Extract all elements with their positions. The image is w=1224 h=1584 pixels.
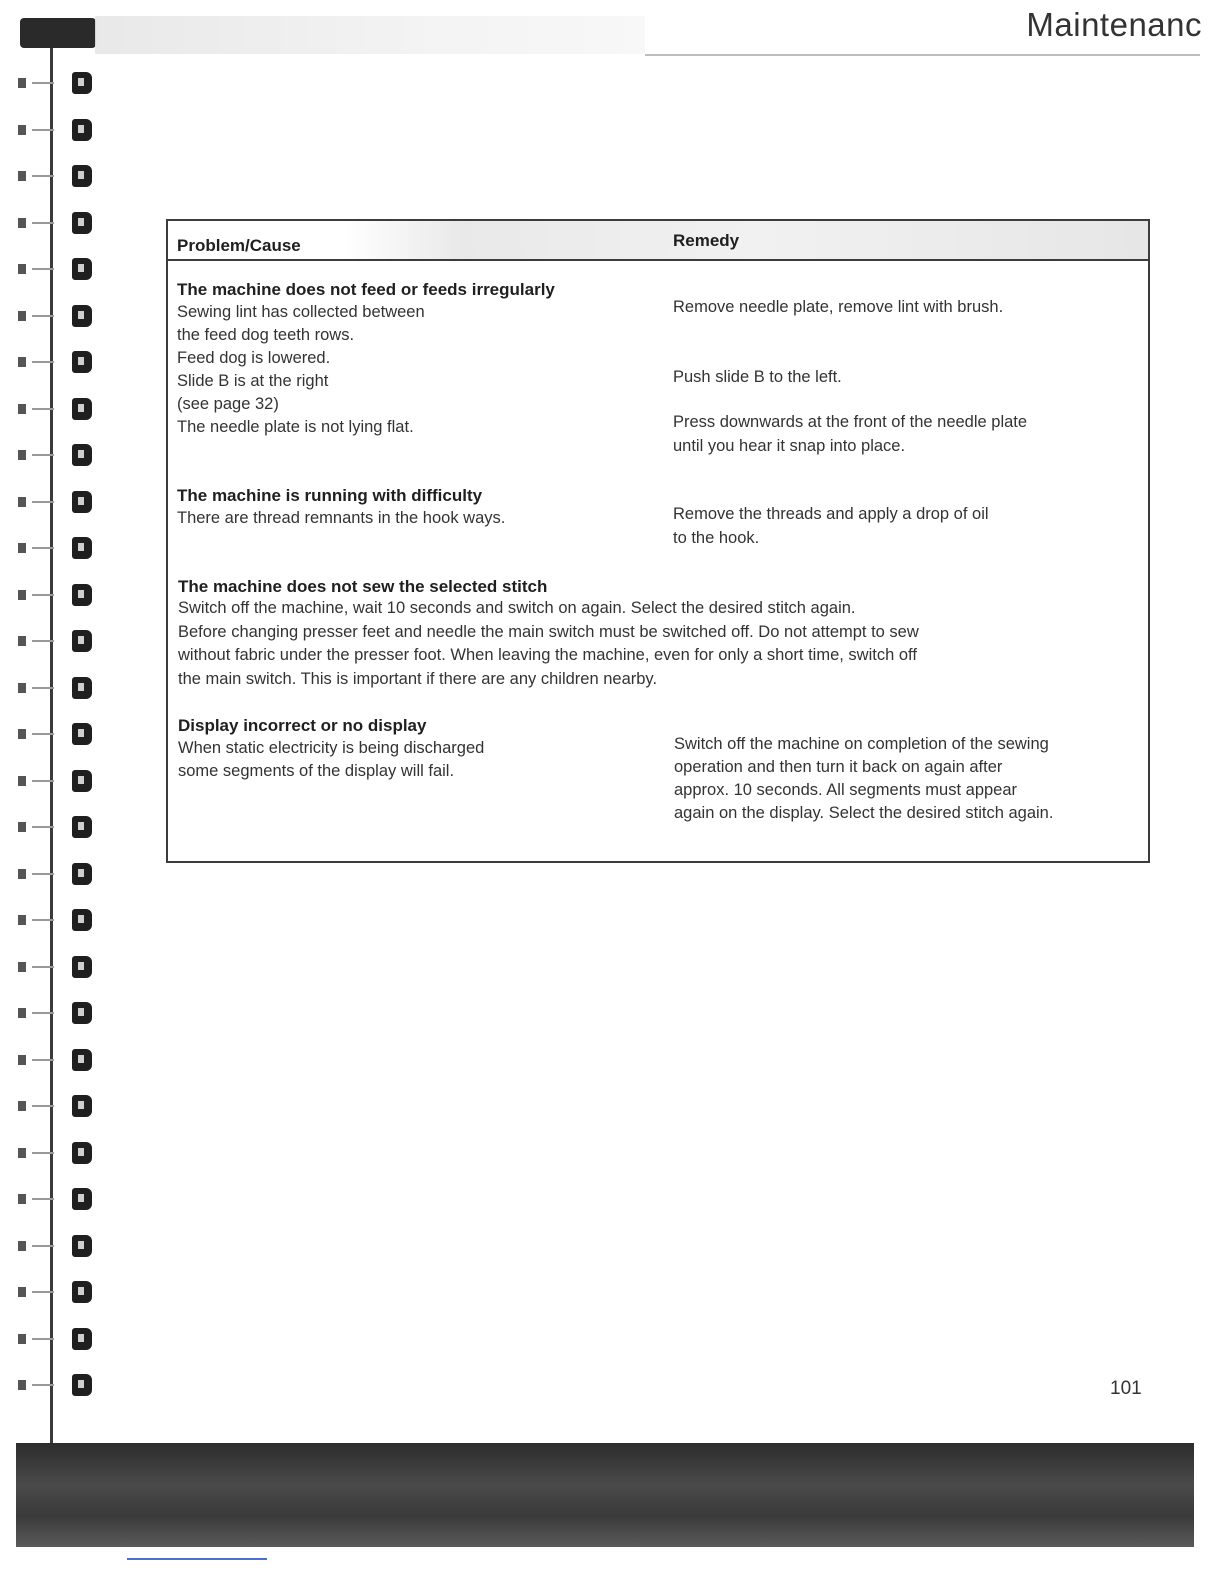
bottom-scan-band: [16, 1443, 1194, 1547]
remedy-line: Switch off the machine on completion of the sewing: [674, 735, 1049, 753]
bottom-edge-line: [127, 1558, 267, 1560]
header-band: [95, 16, 645, 54]
troubleshooting-table: [166, 219, 1150, 863]
binding-ring-icon: [14, 1047, 98, 1073]
binding-ring-icon: [14, 1093, 98, 1119]
binding-ring-icon: [14, 396, 98, 422]
binding-ring-icon: [14, 210, 98, 236]
instruction-line: Switch off the machine, wait 10 seconds and switch on again. Select the desired stitch again.: [178, 599, 856, 617]
binding-ring-icon: [14, 954, 98, 980]
problem-heading: Display incorrect or no display: [178, 716, 427, 735]
problem-heading: The machine is running with difficulty: [177, 486, 483, 505]
binding-ring-icon: [14, 1279, 98, 1305]
header-rule: [645, 54, 1200, 56]
binding-ring-icon: [14, 861, 98, 887]
binding-ring-icon: [14, 349, 98, 375]
problem-heading: The machine does not sew the selected stitch: [178, 577, 548, 596]
binding-ring-icon: [14, 675, 98, 701]
binding-ring-icon: [14, 1140, 98, 1166]
binding-ring-icon: [14, 117, 98, 143]
binding-ring-icon: [14, 1326, 98, 1352]
cause-line: the feed dog teeth rows.: [177, 326, 355, 344]
cause-line: Sewing lint has collected between: [177, 303, 425, 321]
binding-ring-icon: [14, 256, 98, 282]
instruction-line: without fabric under the presser foot. When leaving the machine, even for only a short time, switch off: [178, 646, 917, 664]
binding-ring-icon: [14, 1233, 98, 1259]
binding-clip: [20, 18, 96, 48]
cause-line: Slide B is at the right: [177, 372, 329, 390]
remedy-line: Press downwards at the front of the needle plate: [673, 413, 1028, 431]
instruction-line: Before changing presser feet and needle the main switch must be switched off. Do not attempt to sew: [178, 623, 919, 641]
problem-heading: The machine does not feed or feeds irregularly: [177, 280, 555, 299]
binding-ring-icon: [14, 814, 98, 840]
remedy-line: approx. 10 seconds. All segments must appear: [674, 781, 1018, 799]
table-header-row: [168, 221, 1148, 261]
column-header-problem: Problem/Cause: [177, 236, 301, 255]
binding-ring-icon: [14, 442, 98, 468]
instruction-line: the main switch. This is important if there are any children nearby.: [178, 670, 658, 688]
binding-ring-icon: [14, 721, 98, 747]
remedy-line: again on the display. Select the desired stitch again.: [674, 804, 1054, 822]
binding-ring-icon: [14, 1000, 98, 1026]
binding-ring-icon: [14, 535, 98, 561]
cause-line: (see page 32): [177, 395, 279, 413]
binding-ring-icon: [14, 303, 98, 329]
section-title: Maintenanc: [1026, 6, 1202, 43]
remedy-line: until you hear it snap into place.: [673, 437, 906, 455]
cause-line: When static electricity is being discharged: [178, 739, 485, 757]
cause-line: Feed dog is lowered.: [177, 349, 331, 367]
cause-line: There are thread remnants in the hook ways.: [177, 509, 506, 527]
page-number: 101: [1110, 1378, 1142, 1399]
binding-ring-icon: [14, 1186, 98, 1212]
remedy-line: Remove the threads and apply a drop of oil: [673, 505, 989, 523]
remedy-line: operation and then turn it back on again after: [674, 758, 1003, 776]
binding-ring-icon: [14, 582, 98, 608]
binding-ring-icon: [14, 163, 98, 189]
remedy-line: to the hook.: [673, 529, 760, 547]
remedy-line: Push slide B to the left.: [673, 368, 842, 386]
cause-line: The needle plate is not lying flat.: [177, 418, 414, 436]
remedy-line: Remove needle plate, remove lint with brush.: [673, 298, 1004, 316]
column-header-remedy: Remedy: [673, 231, 740, 250]
binding-ring-icon: [14, 1372, 98, 1398]
binding-ring-icon: [14, 907, 98, 933]
binding-ring-icon: [14, 768, 98, 794]
binding-ring-icon: [14, 489, 98, 515]
cause-line: some segments of the display will fail.: [178, 762, 455, 780]
spiral-binding: [0, 0, 110, 1450]
binding-ring-icon: [14, 70, 98, 96]
binding-ring-icon: [14, 628, 98, 654]
